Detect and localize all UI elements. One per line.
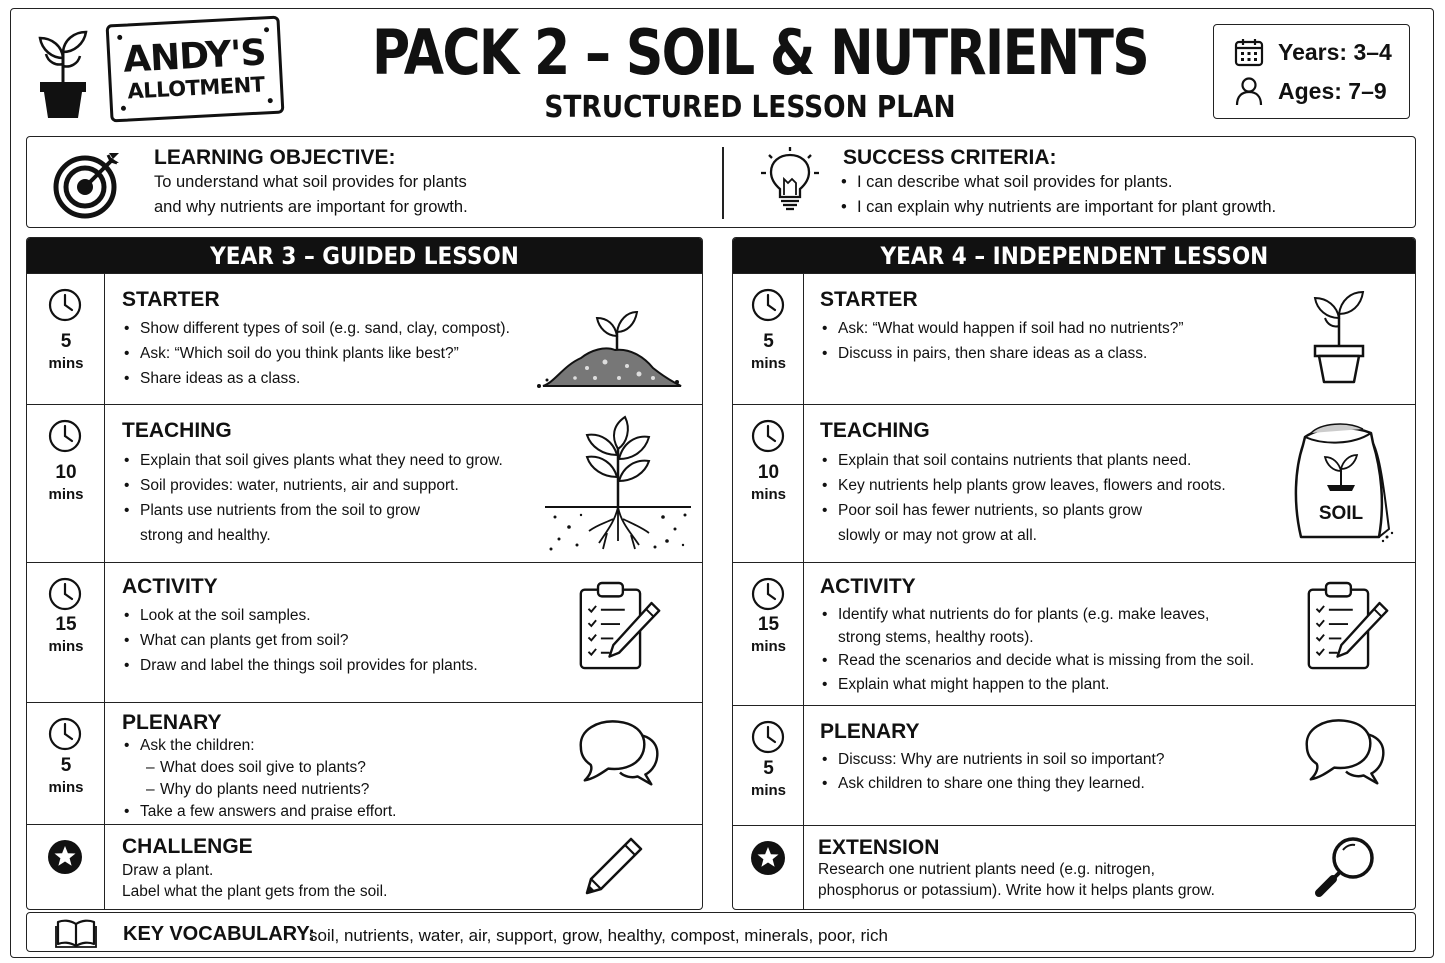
clock-icon (48, 288, 82, 322)
time-unit: mins (48, 638, 84, 655)
ages-row (1234, 76, 1387, 106)
book-icon (55, 918, 97, 948)
time-value: 10 (55, 462, 77, 483)
year3-column (26, 237, 703, 910)
list-item: • Ask children to share one thing they learned. (820, 772, 1164, 796)
logo-sign (106, 16, 285, 123)
time-cell (27, 405, 105, 562)
magnifying-glass-icon (1313, 834, 1379, 900)
list-item: • Plants use nutrients from the soil to grow (122, 498, 503, 523)
time-value: 5 (60, 755, 72, 776)
plenary-list (122, 735, 396, 823)
time-unit: mins (750, 638, 786, 655)
soil-bag-icon (1289, 419, 1397, 545)
potted-plant-icon (32, 22, 94, 120)
year3-starter-row (27, 273, 702, 404)
time-cell (27, 703, 105, 824)
starter-list (122, 316, 510, 391)
time-value: 15 (55, 614, 77, 635)
plenary-list (820, 748, 1164, 796)
year4-teaching-row (733, 404, 1415, 562)
list-item: • Draw and label the things soil provides for plants. (122, 653, 478, 678)
logo-line2: ALLOTMENT (126, 72, 266, 104)
clock-icon (48, 717, 82, 751)
year4-activity-row (733, 562, 1415, 705)
time-cell (733, 563, 804, 705)
list-item: • Explain that soil gives plants what they need to grow. (122, 448, 503, 473)
year4-extension-row (733, 825, 1415, 910)
key-vocabulary-bar (26, 912, 1416, 952)
list-item-continued: strong stems, healthy roots). (838, 629, 1034, 646)
year4-column (732, 237, 1416, 910)
time-cell (27, 563, 105, 702)
objectives-panel (26, 136, 1416, 228)
objectives-divider (722, 147, 724, 219)
years-text: Years: 3–4 (1278, 38, 1392, 65)
year3-teaching-row (27, 404, 702, 562)
success-item: • I can describe what soil provides for plants. (839, 170, 1276, 195)
list-item: • Discuss: Why are nutrients in soil so important? (820, 748, 1164, 772)
success-list (839, 170, 1276, 220)
time-unit: mins (750, 486, 786, 503)
logo-line1: ANDY'S (122, 32, 267, 81)
extension-line2: phosphorus or potassium). Write how it helps plants grow. (818, 882, 1215, 899)
teaching-list (820, 448, 1226, 548)
section-title: TEACHING (820, 419, 930, 442)
list-item: • Explain that soil contains nutrients that plants need. (820, 448, 1226, 473)
section-title: TEACHING (122, 419, 232, 442)
clock-icon (751, 720, 785, 754)
success-heading: SUCCESS CRITERIA: (843, 146, 1057, 169)
time-unit: mins (48, 486, 84, 503)
potted-seedling-icon (1307, 286, 1371, 386)
year3-plenary-row (27, 702, 702, 824)
year4-heading: YEAR 4 – INDEPENDENT LESSON (733, 238, 1415, 273)
clock-icon (751, 288, 785, 322)
time-value: 5 (763, 758, 774, 779)
star-icon (47, 839, 83, 875)
list-item: • Discuss in pairs, then share ideas as a class. (820, 341, 1184, 366)
section-title: PLENARY (122, 711, 222, 734)
list-sub-item: – Why do plants need nutrients? (122, 779, 396, 801)
activity-list (122, 603, 478, 678)
plant-with-roots-icon (545, 415, 691, 553)
objective-line2: and why nutrients are important for growth. (154, 198, 468, 216)
vocab-words: soil, nutrients, water, air, support, grow, healthy, compost, minerals, poor, rich (309, 926, 888, 945)
list-item: • Soil provides: water, nutrients, air and support. (122, 473, 503, 498)
info-box (1213, 24, 1410, 119)
list-item-continued: slowly or may not grow at all. (838, 527, 1037, 544)
page-title: PACK 2 – SOIL & NUTRIENTS (372, 16, 1149, 89)
time-unit: mins (48, 779, 84, 796)
starter-list (820, 316, 1184, 366)
clock-icon (751, 577, 785, 611)
target-icon (53, 149, 123, 219)
year3-heading: YEAR 3 – GUIDED LESSON (27, 238, 702, 273)
page-subtitle: STRUCTURED LESSON PLAN (544, 90, 956, 125)
section-title: STARTER (820, 288, 918, 311)
year3-activity-row (27, 562, 702, 702)
clipboard-pencil-icon (577, 579, 663, 673)
list-item: • Share ideas as a class. (122, 366, 510, 391)
vocab-label: KEY VOCABULARY: (123, 923, 315, 945)
list-sub-item: – What does soil give to plants? (122, 757, 396, 779)
list-item: • Poor soil has fewer nutrients, so plants grow (820, 498, 1226, 523)
challenge-line1: Draw a plant. (122, 862, 214, 879)
list-item: • Key nutrients help plants grow leaves, flowers and roots. (820, 473, 1226, 498)
section-title: PLENARY (820, 720, 920, 743)
clock-icon (48, 577, 82, 611)
list-item: • Ask the children: (122, 735, 396, 757)
list-item-continued: strong and healthy. (140, 527, 271, 544)
calendar-icon (1234, 37, 1264, 67)
time-value: 10 (757, 462, 780, 483)
time-unit: mins (750, 782, 786, 799)
lightbulb-icon (759, 147, 821, 215)
time-cell (27, 274, 105, 404)
activity-list (820, 603, 1254, 697)
ages-text: Ages: 7–9 (1278, 77, 1387, 104)
list-item: • Identify what nutrients do for plants (e.g. make leaves, (820, 603, 1254, 626)
time-cell (733, 706, 804, 825)
year3-challenge-row (27, 824, 702, 910)
list-item: • Look at the soil samples. (122, 603, 478, 628)
star-cell (27, 825, 105, 910)
star-icon (750, 840, 786, 876)
clipboard-pencil-icon (1305, 579, 1391, 673)
soil-mound-seedling-icon (535, 304, 685, 392)
challenge-line2: Label what the plant gets from the soil. (122, 883, 388, 900)
soil-bag-label: SOIL (1318, 503, 1364, 524)
extension-line1: Research one nutrient plants need (e.g. nitrogen, (818, 861, 1155, 878)
teaching-list (122, 448, 503, 548)
list-item: • Read the scenarios and decide what is missing from the soil. (820, 649, 1254, 673)
time-cell (733, 274, 804, 404)
list-item: • What can plants get from soil? (122, 628, 478, 653)
time-cell (733, 405, 804, 562)
time-value: 5 (763, 331, 774, 352)
objective-line1: To understand what soil provides for plants (154, 173, 467, 191)
speech-bubbles-icon (575, 717, 663, 787)
star-cell (733, 826, 804, 910)
time-unit: mins (48, 355, 84, 372)
objective-heading: LEARNING OBJECTIVE: (154, 146, 396, 169)
list-item: • Show different types of soil (e.g. sand, clay, compost). (122, 316, 510, 341)
clock-icon (48, 419, 82, 453)
section-title: ACTIVITY (820, 575, 916, 598)
list-item: • Ask: “What would happen if soil had no nutrients?” (820, 316, 1184, 341)
clock-icon (751, 419, 785, 453)
list-item: • Take a few answers and praise effort. (122, 801, 396, 823)
section-title: CHALLENGE (122, 835, 253, 858)
person-icon (1234, 76, 1264, 106)
year4-starter-row (733, 273, 1415, 404)
time-value: 15 (757, 614, 780, 635)
section-title: ACTIVITY (122, 575, 218, 598)
pencil-icon (583, 835, 645, 897)
section-title: EXTENSION (818, 836, 940, 859)
section-title: STARTER (122, 288, 220, 311)
list-item: • Explain what might happen to the plant. (820, 673, 1254, 697)
list-item: • Ask: “Which soil do you think plants like best?” (122, 341, 510, 366)
year4-plenary-row (733, 705, 1415, 825)
success-item: • I can explain why nutrients are important for plant growth. (839, 195, 1276, 220)
time-value: 5 (60, 331, 72, 352)
speech-bubbles-icon (1301, 716, 1389, 786)
years-row (1234, 37, 1392, 67)
time-unit: mins (750, 355, 786, 372)
